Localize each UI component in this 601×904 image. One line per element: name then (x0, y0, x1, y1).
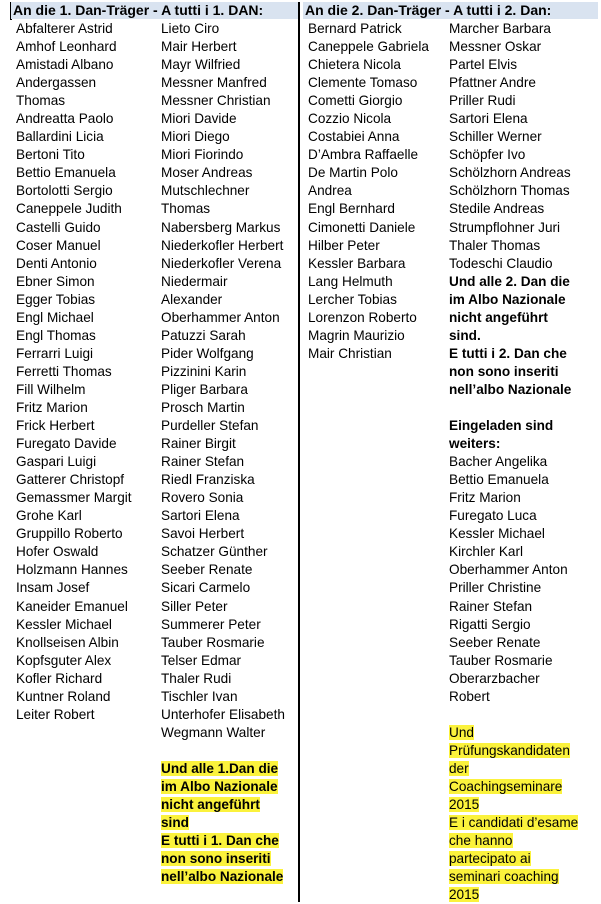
list-item: Furegato Luca (449, 508, 537, 524)
column-2nd-dan-b (449, 20, 599, 904)
list-item: Oberhammer Anton (449, 562, 568, 578)
candidates-line-text: 2015 (449, 887, 480, 903)
list-item: Todeschi Claudio (449, 255, 553, 271)
list-item: Bettio Emanuela (449, 472, 549, 488)
note-line-text: sind (161, 815, 189, 831)
invited-title: Eingeladen sind (449, 418, 554, 434)
list-item: Schöpfer Ivo (449, 147, 526, 163)
list-item: Sartori Elena (161, 508, 240, 524)
candidates-line (449, 868, 599, 886)
list-item: Patuzzi Sarah (161, 327, 246, 343)
list-item: Coser Manuel (16, 237, 101, 253)
note-line-text: non sono inseriti (161, 851, 271, 867)
list-item: Costabiei Anna (308, 129, 400, 145)
list-item: Bertoni Tito (16, 147, 85, 163)
list-item: Tauber Rosmarie (449, 652, 553, 668)
list-item: Mutschlechner (161, 183, 250, 199)
list-item: Oberarzbacher (449, 670, 540, 686)
list-item: Rainer Birgit (161, 436, 236, 452)
list-item: Robert (449, 688, 490, 704)
note-line-text: im Albo Nazionale (161, 778, 278, 794)
list-item: Nabersberg Markus (161, 219, 281, 235)
note-line: Und alle 2. Dan die (449, 273, 570, 289)
note-line-text: nell’albo Nazionale (161, 869, 284, 885)
candidates-line-text: Und (449, 724, 474, 740)
candidates-line (449, 778, 599, 796)
list-item: Magrin Maurizio (308, 327, 405, 343)
list-item: Grohe Karl (16, 508, 82, 524)
note-line (161, 832, 297, 850)
list-item: Bernard Patrick (308, 21, 402, 36)
invited-title: weiters: (449, 436, 501, 452)
candidates-line (449, 742, 599, 760)
list-item: Schölzhorn Andreas (449, 165, 571, 181)
column-2nd-dan-a (308, 20, 448, 363)
note-line: non sono inseriti (449, 363, 559, 379)
list-item: Pfattner Andre (449, 75, 536, 91)
candidates-line (449, 760, 599, 778)
list-item: Tischler Ivan (161, 688, 238, 704)
list-item: Priller Rudi (449, 93, 516, 109)
list-item: Chietera Nicola (308, 57, 401, 73)
note-line (161, 814, 297, 832)
note-line-text: nicht angeführt (161, 797, 260, 813)
list-item: Niederkofler Herbert (161, 237, 284, 253)
list-item: D’Ambra Raffaelle (308, 147, 419, 163)
list-item: Marcher Barbara (449, 21, 551, 36)
list-item: Schiller Werner (449, 129, 542, 145)
list-item: Purdeller Stefan (161, 418, 259, 434)
list-item: Lieto Ciro (161, 21, 220, 36)
list-item: Furegato Davide (16, 436, 117, 452)
list-item: Miori Davide (161, 111, 237, 127)
note-line (161, 868, 297, 886)
list-item: Kuntner Roland (16, 688, 111, 704)
list-item: Andreatta Paolo (16, 111, 114, 127)
note-line (161, 778, 297, 796)
list-item: Tauber Rosmarie (161, 634, 265, 650)
list-item: Miori Fiorindo (161, 147, 244, 163)
list-item: Cozzio Nicola (308, 111, 392, 127)
list-item: Schölzhorn Thomas (449, 183, 570, 199)
list-item: Ferrarri Luigi (16, 345, 94, 361)
list-item: Gaspari Luigi (16, 454, 97, 470)
list-item: Mair Christian (308, 345, 392, 361)
list-item: Unterhofer Elisabeth (161, 706, 285, 722)
candidates-line-text: che hanno (449, 833, 513, 849)
list-item: Ballardini Licia (16, 129, 104, 145)
candidates-line-text: E i candidati d’esame (449, 815, 579, 831)
candidates-line (449, 724, 599, 742)
list-item: Pider Wolfgang (161, 345, 254, 361)
list-item: Andrea (308, 183, 352, 199)
list-item: Andergassen (16, 75, 97, 91)
list-item: Insam Josef (16, 580, 90, 596)
list-item: Bacher Angelika (449, 454, 548, 470)
list-item: Kaneider Emanuel (16, 598, 128, 614)
list-item: Miori Diego (161, 129, 230, 145)
candidates-line (449, 814, 599, 832)
candidates-line (449, 832, 599, 850)
list-item: Castelli Guido (16, 219, 101, 235)
list-item: Bettio Emanuela (16, 165, 116, 181)
list-item: Savoi Herbert (161, 526, 245, 542)
candidates-line-text: der (449, 760, 469, 776)
list-item: Schatzer Günther (161, 544, 268, 560)
note-line-text: Und alle 1.Dan die (161, 760, 279, 776)
list-item: Partel Elvis (449, 57, 517, 73)
list-item: Messner Christian (161, 93, 271, 109)
spacer (449, 399, 599, 417)
list-item: Rainer Stefan (161, 454, 245, 470)
candidates-line-text: Prüfungskandidaten (449, 742, 570, 758)
candidates-line-text: Coachingseminare (449, 778, 563, 794)
list-item: Caneppele Judith (16, 201, 122, 217)
note-line: nell’albo Nazionale (449, 381, 572, 397)
list-item: Wegmann Walter (161, 724, 266, 740)
note-line-text: E tutti i 1. Dan che (161, 833, 279, 849)
list-item: Thomas (16, 93, 66, 109)
list-item: Rigatti Sergio (449, 616, 531, 632)
list-item: Lercher Tobias (308, 291, 397, 307)
list-item: Engl Thomas (16, 327, 96, 343)
list-item: Niedermair (161, 273, 228, 289)
list-item: Fill Wilhelm (16, 381, 86, 397)
list-item: Fritz Marion (16, 399, 88, 415)
list-item: Hofer Oswald (16, 544, 99, 560)
column-1st-dan-a (16, 20, 156, 724)
list-item: Abfalterer Astrid (16, 21, 113, 36)
list-item: Kofler Richard (16, 670, 103, 686)
list-item: Cimonetti Daniele (308, 219, 416, 235)
list-item: Stedile Andreas (449, 201, 545, 217)
list-item: Strumpflohner Juri (449, 219, 561, 235)
list-item: Egger Tobias (16, 291, 96, 307)
list-item: Engl Michael (16, 309, 94, 325)
list-item: Messner Oskar (449, 39, 542, 55)
list-item: Niederkofler Verena (161, 255, 282, 271)
list-item: Prosch Martin (161, 399, 245, 415)
list-item: Rainer Stefan (449, 598, 533, 614)
list-item: Thaler Rudi (161, 670, 232, 686)
list-item: Seeber Renate (161, 562, 253, 578)
list-item: Priller Christine (449, 580, 542, 596)
list-item: Amhof Leonhard (16, 39, 117, 55)
list-item: Mair Herbert (161, 39, 237, 55)
list-item: Engl Bernhard (308, 201, 395, 217)
note-line (161, 760, 297, 778)
list-item: Holzmann Hannes (16, 562, 128, 578)
list-item: Alexander (161, 291, 223, 307)
list-item: Thaler Thomas (449, 237, 541, 253)
list-item: Oberhammer Anton (161, 309, 280, 325)
list-item: Telser Edmar (161, 652, 242, 668)
list-item: De Martin Polo (308, 165, 398, 181)
list-item: Kirchler Karl (449, 544, 524, 560)
list-item: Cometti Giorgio (308, 93, 403, 109)
list-item: Hilber Peter (308, 237, 380, 253)
list-item: Seeber Renate (449, 634, 541, 650)
list-item: Ferretti Thomas (16, 363, 112, 379)
column-divider (298, 2, 300, 902)
candidates-line (449, 796, 599, 814)
list-item: Gruppillo Roberto (16, 526, 123, 542)
list-item: Pizzinini Karin (161, 363, 247, 379)
list-item: Fritz Marion (449, 490, 521, 506)
list-item: Rovero Sonia (161, 490, 244, 506)
header-2nd-dan: An die 2. Dan-Träger - A tutti i 2. Dan: (303, 2, 598, 19)
list-item: Kessler Michael (449, 526, 545, 542)
header-1st-dan: An die 1. Dan-Träger - A tutti i 1. DAN: (11, 2, 298, 19)
list-item: Riedl Franziska (161, 472, 255, 488)
note-line (161, 850, 297, 868)
candidates-line (449, 886, 599, 904)
candidates-line-text: seminari coaching (449, 869, 559, 885)
list-item: Mayr Wilfried (161, 57, 241, 73)
note-line: im Albo Nazionale (449, 291, 566, 307)
list-item: Gemassmer Margit (16, 490, 132, 506)
note-line: sind. (449, 327, 481, 343)
list-item: Ebner Simon (16, 273, 95, 289)
list-item: Kessler Barbara (308, 255, 406, 271)
candidates-line-text: 2015 (449, 797, 480, 813)
list-item: Caneppele Gabriela (308, 39, 429, 55)
list-item: Knollseisen Albin (16, 634, 119, 650)
list-item: Siller Peter (161, 598, 228, 614)
list-item: Sartori Elena (449, 111, 528, 127)
list-item: Pliger Barbara (161, 381, 248, 397)
list-item: Kessler Michael (16, 616, 112, 632)
list-item: Clemente Tomaso (308, 75, 418, 91)
list-item: Leiter Robert (16, 706, 95, 722)
list-item: Kopfsguter Alex (16, 652, 112, 668)
list-item: Thomas (161, 201, 211, 217)
candidates-line (449, 850, 599, 868)
spacer (161, 742, 297, 760)
list-item: Lang Helmuth (308, 273, 393, 289)
list-item: Summerer Peter (161, 616, 261, 632)
note-line: nicht angeführt (449, 309, 548, 325)
list-item: Frick Herbert (16, 418, 95, 434)
list-item: Bortolotti Sergio (16, 183, 113, 199)
list-item: Gatterer Christopf (16, 472, 125, 488)
list-item: Denti Antonio (16, 255, 97, 271)
candidates-line-text: partecipato ai (449, 851, 531, 867)
list-item: Moser Andreas (161, 165, 253, 181)
column-1st-dan-b (161, 20, 297, 886)
note-line (161, 796, 297, 814)
spacer (449, 706, 599, 724)
list-item: Messner Manfred (161, 75, 267, 91)
list-item: Lorenzon Roberto (308, 309, 417, 325)
list-item: Sicari Carmelo (161, 580, 251, 596)
list-item: Amistadi Albano (16, 57, 114, 73)
note-line: E tutti i 2. Dan che (449, 345, 567, 361)
